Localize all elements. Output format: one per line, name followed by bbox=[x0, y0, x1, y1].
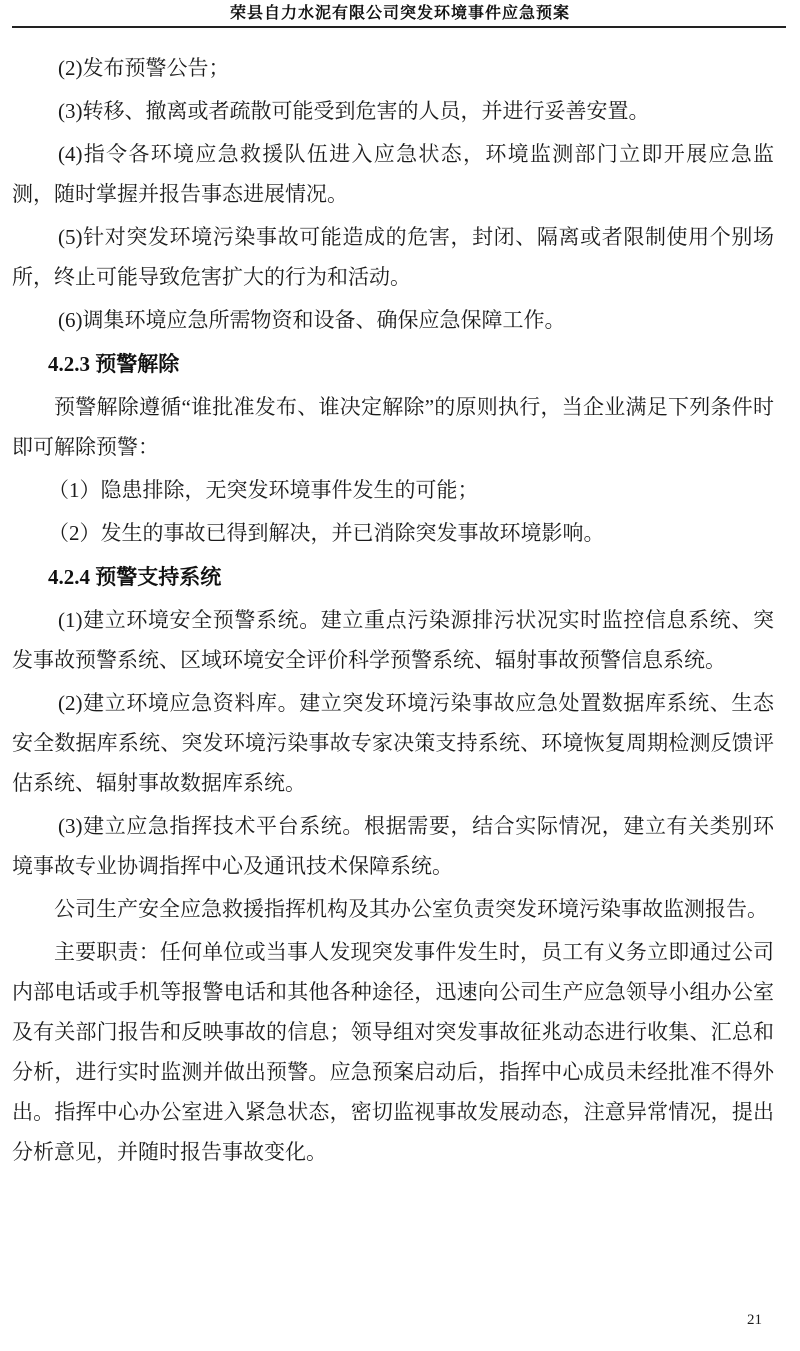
paragraph-warning-release-rule: 预警解除遵循“谁批准发布、谁决定解除”的原则执行，当企业满足下列条件时即可解除预警： bbox=[12, 395, 774, 459]
paragraph-release-condition-1: （1）隐患排除，无突发环境事件发生的可能； bbox=[48, 478, 479, 502]
paragraph-item-3: (3)转移、撤离或者疏散可能受到危害的人员，并进行妥善安置。 bbox=[58, 99, 650, 123]
paragraph-item-6: (6)调集环境应急所需物资和设备、确保应急保障工作。 bbox=[58, 308, 566, 332]
document-header-title: 荣县自力水泥有限公司突发环境事件应急预案 bbox=[229, 5, 570, 22]
document-header bbox=[0, 0, 800, 28]
section-heading-4-2-3: 4.2.3 预警解除 bbox=[48, 352, 180, 376]
paragraph-support-system-2: (2)建立环境应急资料库。建立突发环境污染事故应急处置数据库系统、生态安全数据库系统、突发环境污染事故专家决策支持系统、环境恢复周期检测反馈评估系统、辐射事故数据库系统。 bbox=[12, 691, 774, 795]
document-body bbox=[0, 28, 800, 1172]
paragraph-main-duties: 主要职责：任何单位或当事人发现突发事件发生时，员工有义务立即通过公司内部电话或手机等报警电话和其他各种途径，迅速向公司生产应急领导小组办公室及有关部门报告和反映事故的信息；领导组对突发事故征兆动态进行收集、汇总和分析，进行实时监测并做出预警。应急预案启动后，指挥中心成员未经批准不得外出。指挥中心办公室进入紧急状态，密切监视事故发展动态，注意异常情况，提出分析意见，并随时报告事故变化。 bbox=[12, 940, 774, 1164]
paragraph-item-5: (5)针对突发环境污染事故可能造成的危害，封闭、隔离或者限制使用个别场所，终止可能导致危害扩大的行为和活动。 bbox=[12, 225, 774, 289]
paragraph-release-condition-2: （2）发生的事故已得到解决，并已消除突发事故环境影响。 bbox=[48, 521, 605, 545]
paragraph-support-system-3: (3)建立应急指挥技术平台系统。根据需要，结合实际情况，建立有关类别环境事故专业协调指挥中心及通讯技术保障系统。 bbox=[12, 814, 774, 878]
paragraph-monitoring-report: 公司生产安全应急救援指挥机构及其办公室负责突发环境污染事故监测报告。 bbox=[54, 897, 768, 921]
page-number: 21 bbox=[747, 1312, 762, 1328]
paragraph-item-4: (4)指令各环境应急救援队伍进入应急状态，环境监测部门立即开展应急监测，随时掌握并报告事态进展情况。 bbox=[12, 142, 774, 206]
section-heading-4-2-4: 4.2.4 预警支持系统 bbox=[48, 565, 222, 589]
paragraph-item-2: (2)发布预警公告； bbox=[58, 56, 230, 80]
paragraph-support-system-1: (1)建立环境安全预警系统。建立重点污染源排污状况实时监控信息系统、突发事故预警系统、区域环境安全评价科学预警系统、辐射事故预警信息系统。 bbox=[12, 608, 774, 672]
